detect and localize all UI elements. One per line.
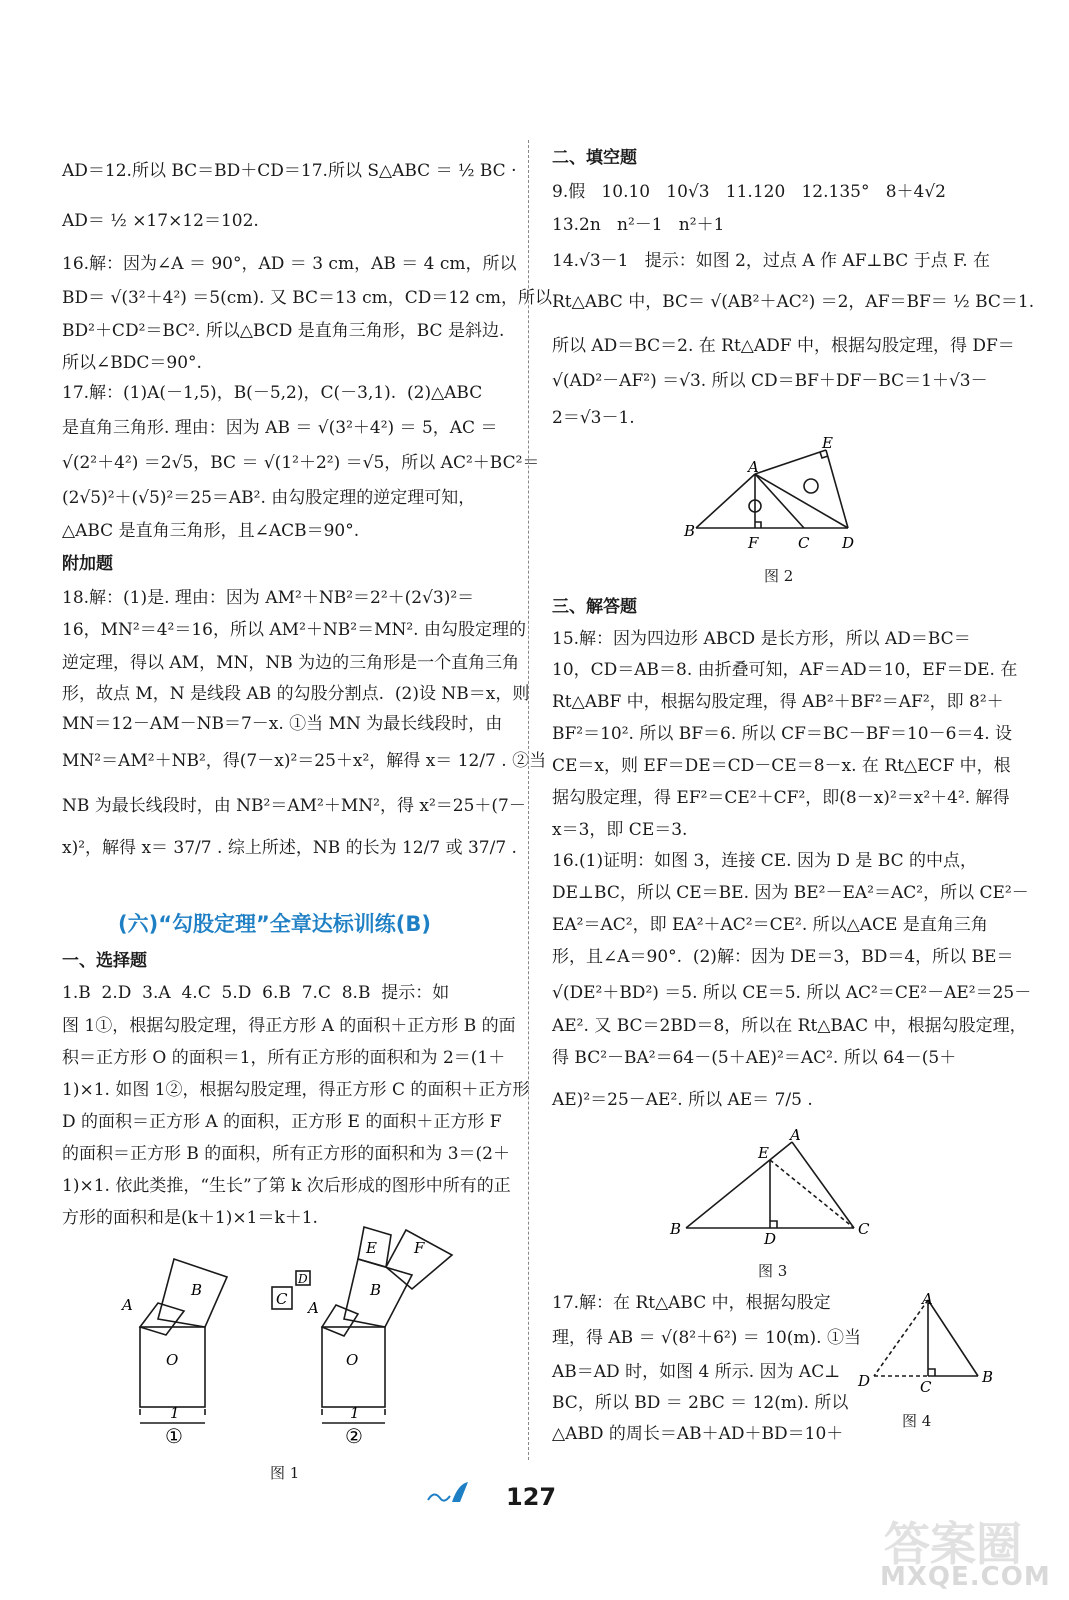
fig1-unit-1: 1 bbox=[170, 1404, 180, 1422]
text-line: 14.√3－1 提示：如图 2，过点 A 作 AF⊥BC 于点 F. 在 bbox=[552, 251, 991, 271]
text-line: BD²＋CD²＝BC². 所以△BCD 是直角三角形，BC 是斜边. bbox=[62, 321, 505, 341]
text-line: 17.解：(1)A(－1,5)，B(－5,2)，C(－3,1). (2)△ABC bbox=[62, 383, 483, 403]
text-line: x＝3，即 CE＝3. bbox=[552, 820, 688, 840]
text-line: D 的面积＝正方形 A 的面积，正方形 E 的面积＋正方形 F bbox=[62, 1112, 502, 1132]
fig1-sub-2: ② bbox=[345, 1424, 363, 1448]
text-line: √(AD²－AF²) ＝√3. 所以 CD＝BF＋DF－BC＝1＋√3－ bbox=[552, 371, 988, 391]
fig1-unit-2: 1 bbox=[350, 1404, 360, 1422]
fig2-caption: 图 2 bbox=[764, 567, 794, 585]
figure-4 bbox=[850, 1290, 1000, 1400]
fig3-caption: 图 3 bbox=[758, 1262, 788, 1280]
text-line: Rt△ABC 中，BC＝ √(AB²＋AC²) ＝2，AF＝BF＝ ½ BC＝1. bbox=[552, 292, 1035, 312]
subheading-answer: 三、解答题 bbox=[552, 597, 637, 617]
fig2-label-E: E bbox=[822, 436, 833, 452]
text-line: △ABD 的周长＝AB＋AD＋BD＝10＋ bbox=[552, 1424, 844, 1444]
text-line: (2√5)²＋(√5)²＝25＝AB². 由勾股定理的逆定理可知， bbox=[62, 488, 476, 508]
text-line: AB＝AD 时，如图 4 所示. 因为 AC⊥ bbox=[552, 1362, 841, 1382]
fig1-label-A2: A bbox=[308, 1299, 319, 1317]
fig3-label-A: A bbox=[790, 1128, 801, 1144]
text-line: MN²＝AM²＋NB²，得(7－x)²＝25＋x²，解得 x＝ 12/7 . ②当 bbox=[62, 751, 547, 771]
section-title: (六)“勾股定理”全章达标训练(B) bbox=[118, 912, 431, 936]
text-line: √(2²＋4²) ＝2√5，BC ＝ √(1²＋2²) ＝√5，所以 AC²＋BC²＝ bbox=[62, 453, 540, 473]
text-line: 16，MN²＝4²＝16，所以 AM²＋NB²＝MN². 由勾股定理的 bbox=[62, 620, 526, 640]
text-line: NB 为最长线段时，由 NB²＝AM²＋MN²，得 x²＝25＋(7－ bbox=[62, 796, 526, 816]
text-line: AE)²＝25－AE². 所以 AE＝ 7/5 . bbox=[552, 1090, 813, 1110]
text-line: 图 1①，根据勾股定理，得正方形 A 的面积＋正方形 B 的面 bbox=[62, 1016, 516, 1036]
text-line: 是直角三角形. 理由：因为 AB ＝ √(3²＋4²) ＝ 5，AC ＝ bbox=[62, 418, 498, 438]
fig4-label-D: D bbox=[858, 1372, 871, 1390]
text-line: 1)×1. 如图 1②，根据勾股定理，得正方形 C 的面积＋正方形 bbox=[62, 1080, 530, 1100]
fig4-label-C: C bbox=[920, 1378, 932, 1396]
fig1-label-F: F bbox=[414, 1239, 425, 1257]
text-line: 16.(1)证明：如图 3，连接 CE. 因为 D 是 BC 的中点， bbox=[552, 851, 978, 871]
fig1-label-E: E bbox=[366, 1239, 377, 1257]
text-line: 方形的面积和是(k＋1)×1＝k＋1. bbox=[62, 1208, 318, 1228]
text-line: 形，且∠A＝90°. (2)解：因为 DE＝3，BD＝4，所以 BE＝ bbox=[552, 947, 1014, 967]
text-line: EA²＝AC²，即 EA²＋AC²＝CE². 所以△ACE 是直角三角 bbox=[552, 915, 988, 935]
fig3-label-D: D bbox=[764, 1230, 777, 1248]
text-line: MN＝12－AM－NB＝7－x. ①当 MN 为最长线段时，由 bbox=[62, 714, 503, 734]
fig1-label-A: A bbox=[122, 1296, 133, 1314]
subheading-choice: 一、选择题 bbox=[62, 951, 147, 971]
text-line: BC，所以 BD ＝ 2BC ＝ 12(m). 所以 bbox=[552, 1393, 849, 1413]
fig1-label-B2: B bbox=[370, 1281, 382, 1299]
page-number: 127 bbox=[506, 1483, 557, 1511]
text-line: 得 BC²－BA²＝64－(5＋AE)²＝AC². 所以 64－(5＋ bbox=[552, 1048, 957, 1068]
text-line: AD＝ ½ ×17×12＝102. bbox=[62, 211, 259, 231]
text-line: BF²＝10². 所以 BF＝6. 所以 CF＝BC－BF＝10－6＝4. 设 bbox=[552, 724, 1013, 744]
text-line: √(DE²＋BD²) ＝5. 所以 CE＝5. 所以 AC²＝CE²－AE²＝25－ bbox=[552, 983, 1032, 1003]
fig3-label-C: C bbox=[858, 1220, 870, 1238]
fig2-label-A: A bbox=[748, 458, 759, 476]
text-line: AE². 又 BC＝2BD＝8，所以在 Rt△BAC 中，根据勾股定理， bbox=[552, 1016, 1027, 1036]
text-line: CE＝x，则 EF＝DE＝CD－CE＝8－x. 在 Rt△ECF 中，根 bbox=[552, 756, 1011, 776]
text-line: 18.解：(1)是. 理由：因为 AM²＋NB²＝2²＋(2√3)²＝ bbox=[62, 588, 475, 608]
fig1-label-C: C bbox=[276, 1290, 288, 1308]
subheading-fill: 二、填空题 bbox=[552, 148, 637, 168]
text-line: 的面积＝正方形 B 的面积，所有正方形的面积和为 3＝(2＋ bbox=[62, 1144, 510, 1164]
text-line: 积＝正方形 O 的面积＝1，所有正方形的面积和为 2＝(1＋ bbox=[62, 1048, 506, 1068]
fig2-label-F: F bbox=[748, 534, 759, 552]
watermark-logo: 答案圈 bbox=[884, 1517, 1022, 1571]
text-line: 形，故点 M，N 是线段 AB 的勾股分割点. (2)设 NB＝x，则 bbox=[62, 684, 530, 704]
text-line: 1.B 2.D 3.A 4.C 5.D 6.B 7.C 8.B 提示：如 bbox=[62, 983, 450, 1003]
text-line: △ABC 是直角三角形，且∠ACB＝90°. bbox=[62, 521, 360, 541]
fig1-label-D: D bbox=[298, 1272, 308, 1286]
bird-logo-icon bbox=[424, 1480, 474, 1510]
fig1-label-B: B bbox=[191, 1281, 203, 1299]
watermark-url: MXQE.COM bbox=[880, 1562, 1051, 1592]
fig1-label-O: O bbox=[166, 1351, 179, 1369]
text-line: BD＝ √(3²＋4²) ＝5(cm). 又 BC＝13 cm，CD＝12 cm，所以 bbox=[62, 288, 553, 308]
fig2-label-D: D bbox=[842, 534, 855, 552]
text-line: DE⊥BC，所以 CE＝BE. 因为 BE²－EA²＝AC²，所以 CE²－ bbox=[552, 883, 1029, 903]
fig3-label-E: E bbox=[758, 1144, 769, 1162]
fig2-label-C: C bbox=[798, 534, 810, 552]
text-line: AD＝12.所以 BC＝BD＋CD＝17.所以 S△ABC ＝ ½ BC · bbox=[62, 161, 517, 181]
text-line: 9.假 10.10 10√3 11.120 12.135° 8＋4√2 bbox=[552, 182, 946, 202]
text-line: 理，得 AB ＝ √(8²＋6²) ＝ 10(m). ①当 bbox=[552, 1328, 861, 1348]
fig4-label-A: A bbox=[922, 1290, 933, 1308]
column-divider bbox=[528, 140, 529, 1460]
text-line: 13.2n n²－1 n²＋1 bbox=[552, 215, 725, 235]
fig2-label-B: B bbox=[684, 522, 696, 540]
text-line: 逆定理，得以 AM，MN，NB 为边的三角形是一个直角三角 bbox=[62, 653, 520, 673]
text-line: 16.解：因为∠A ＝ 90°，AD ＝ 3 cm，AB ＝ 4 cm，所以 bbox=[62, 254, 517, 274]
text-line: 2＝√3－1. bbox=[552, 408, 635, 428]
text-line: x)²，解得 x＝ 37/7 . 综上所述，NB 的长为 12/7 或 37/7 . bbox=[62, 838, 517, 858]
text-line: 据勾股定理，得 EF²＝CE²＋CF²，即(8－x)²＝x²＋4². 解得 bbox=[552, 788, 1010, 808]
fig4-label-B: B bbox=[982, 1368, 994, 1386]
fig4-caption: 图 4 bbox=[902, 1412, 932, 1430]
text-line: 17.解：在 Rt△ABC 中，根据勾股定 bbox=[552, 1293, 831, 1313]
fig1-label-O2: O bbox=[346, 1351, 359, 1369]
text-line: 1)×1. 依此类推，“生长”了第 k 次后形成的图形中所有的正 bbox=[62, 1176, 511, 1196]
fig1-caption: 图 1 bbox=[270, 1464, 300, 1482]
figure-3 bbox=[664, 1128, 884, 1248]
figure-1 bbox=[100, 1215, 480, 1455]
text-line: 10，CD＝AB＝8. 由折叠可知，AF＝AD＝10，EF＝DE. 在 bbox=[552, 660, 1018, 680]
text-line: 所以 AD＝BC＝2. 在 Rt△ADF 中，根据勾股定理，得 DF＝ bbox=[552, 336, 1015, 356]
figure-2 bbox=[680, 436, 870, 556]
fig3-label-B: B bbox=[670, 1220, 682, 1238]
text-line: Rt△ABF 中，根据勾股定理，得 AB²＋BF²＝AF²，即 8²＋ bbox=[552, 692, 1004, 712]
text-line: 15.解：因为四边形 ABCD 是长方形，所以 AD＝BC＝ bbox=[552, 629, 971, 649]
subheading: 附加题 bbox=[62, 554, 113, 574]
fig1-sub-1: ① bbox=[165, 1424, 183, 1448]
text-line: 所以∠BDC＝90°. bbox=[62, 353, 202, 373]
